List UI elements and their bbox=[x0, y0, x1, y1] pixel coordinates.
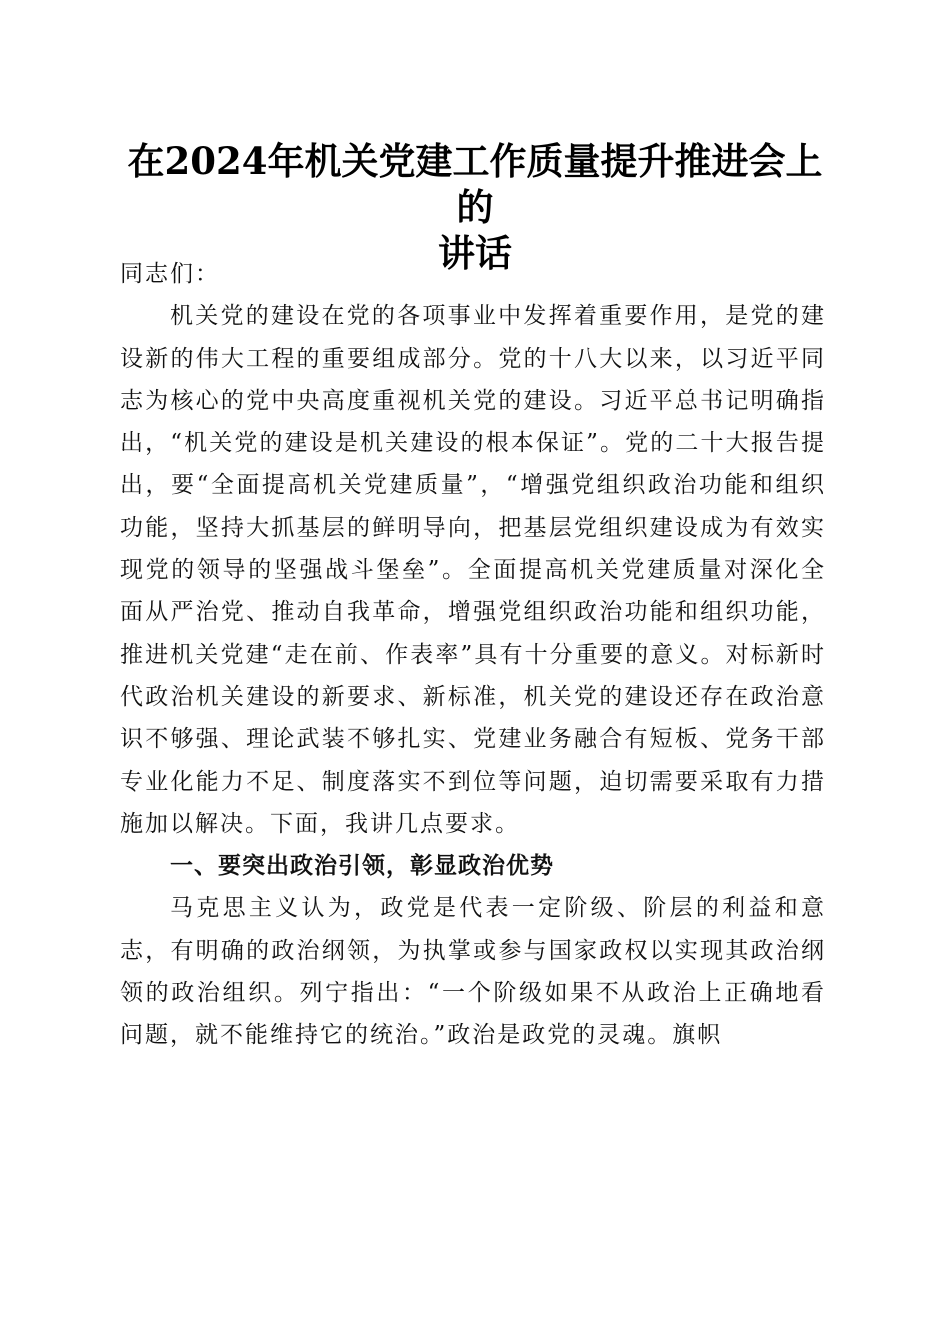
paragraph-section-1: 马克思主义认为，政党是代表一定阶级、阶层的利益和意志，有明确的政治纲领，为执掌或参与国家政权以实现其政治纲领的政治组织。列宁指出：“一个阶级如果不从政治上正确地看问题，就不能维持它的统治。”政治是政党的灵魂。旗帜 bbox=[120, 895, 826, 1049]
salutation: 同志们： bbox=[120, 261, 220, 287]
section-heading-1: 一、要突出政治引领，彰显政治优势 bbox=[170, 853, 554, 880]
document-body bbox=[120, 253, 826, 1057]
title-line-1: 在2024年机关党建工作质量提升推进会上的 bbox=[127, 139, 823, 229]
paragraph-intro: 机关党的建设在党的各项事业中发挥着重要作用，是党的建设新的伟大工程的重要组成部分。党的十八大以来，以习近平同志为核心的党中央高度重视机关党的建设。习近平总书记明确指出，“机关党的建设是机关建设的根本保证”。党的二十大报告提出，要“全面提高机关党建质量”，“增强党组织政治功能和组织功能，坚持大抓基层的鲜明导向，把基层党组织建设成为有效实现党的领导的坚强战斗堡垒”。全面提高机关党建质量对深化全面从严治党、推动自我革命，增强党组织政治功能和组织功能，推进机关党建“走在前、作表率”具有十分重要的意义。对标新时代政治机关建设的新要求、新标准，机关党的建设还存在政治意识不够强、理论武装不够扎实、党建业务融合有短板、党务干部专业化能力不足、制度落实不到位等问题，迫切需要采取有力措施加以解决。下面，我讲几点要求。 bbox=[120, 303, 826, 837]
title-line-2: 讲话 bbox=[438, 231, 512, 275]
